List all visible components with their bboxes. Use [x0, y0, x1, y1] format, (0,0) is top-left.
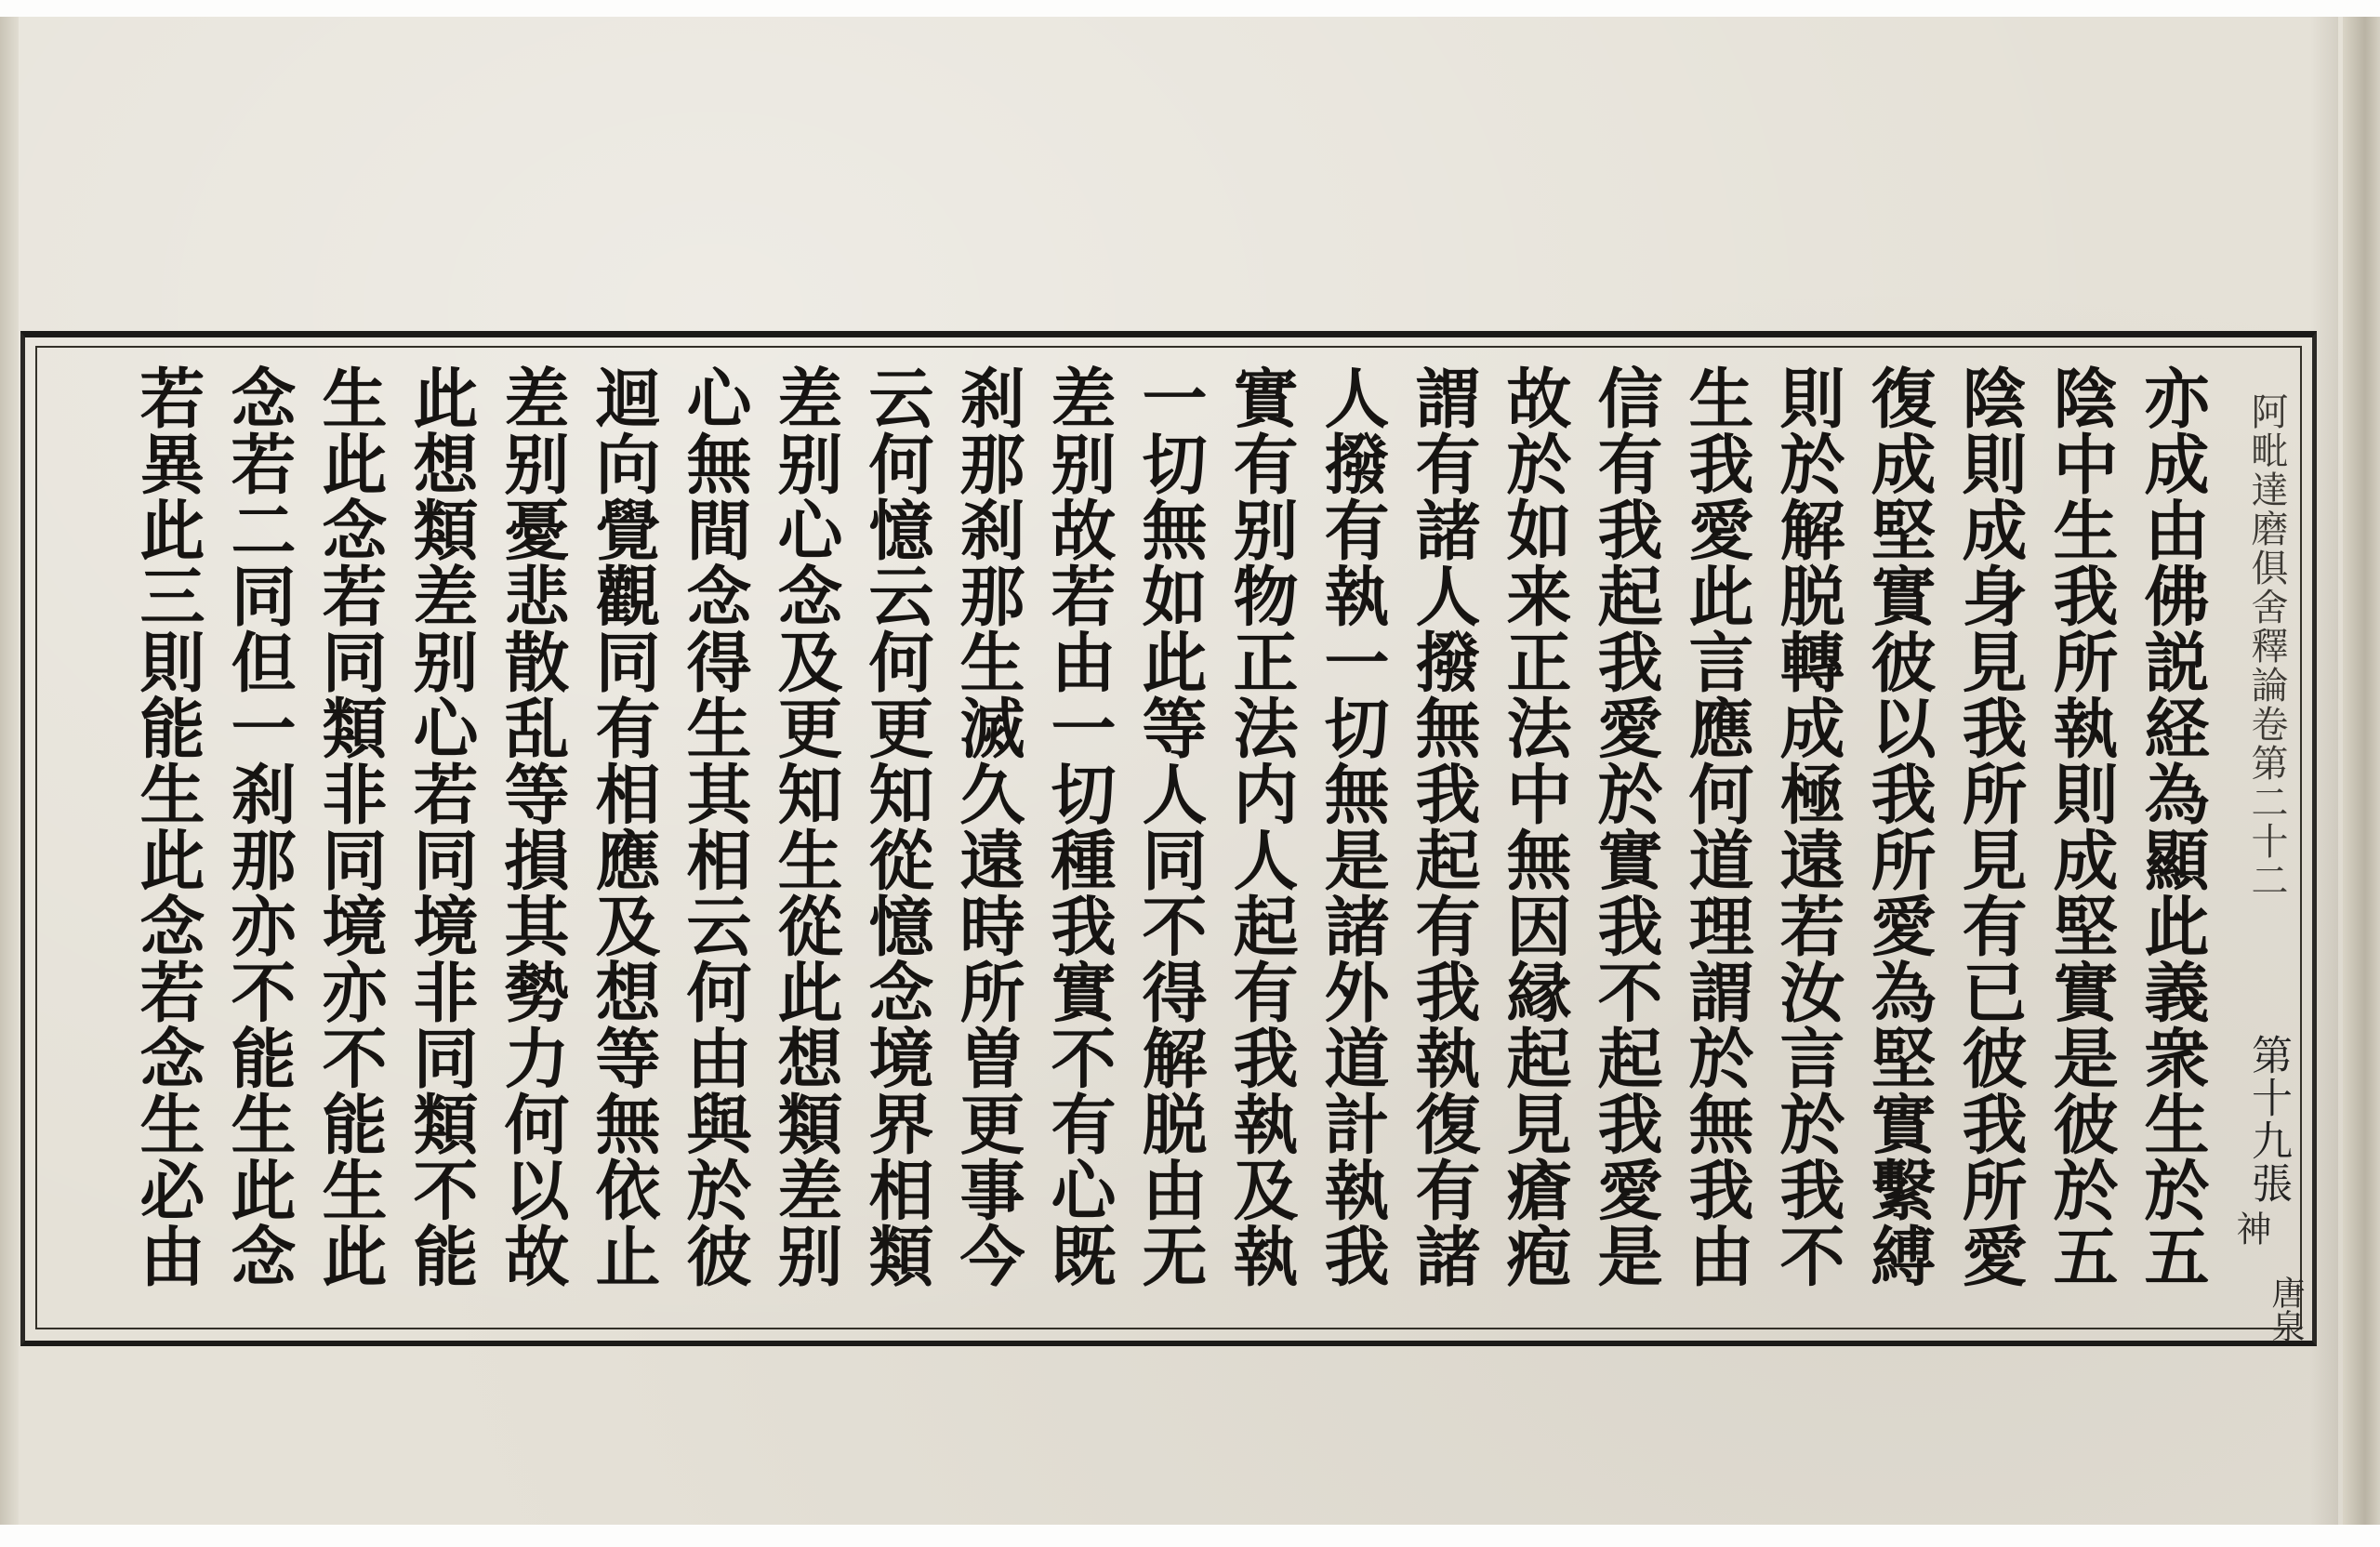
text-column: 一切無如此等人同不得解脱由无 — [1131, 364, 1209, 1289]
margin-title: 阿毗達磨俱舍釋論卷第二十二 — [2245, 392, 2288, 900]
text-column: 差别故若由一切種我實不有心既 — [1040, 364, 1117, 1289]
text-column: 人撥有執一切無是諸外道計執我 — [1314, 364, 1391, 1289]
carver-name: 唐泉 — [2267, 1276, 2305, 1342]
text-column: 云何憶云何更知從憶念境界相類 — [858, 364, 935, 1289]
bottom-margin — [0, 1525, 2380, 1547]
right-page-edge — [2343, 17, 2380, 1525]
text-column: 迴向覺觀同有相應及想等無依止 — [585, 364, 662, 1289]
text-column: 念若二同但一刹那亦不能生此念 — [220, 364, 298, 1289]
text-column: 差别憂悲散乱等損其勢力何以故 — [494, 364, 571, 1289]
margin-gutter — [2229, 346, 2305, 1342]
text-column: 此想類差别心若同境非同類不能 — [403, 364, 480, 1289]
text-column: 亦成由佛説経為顯此義衆生於五 — [2134, 364, 2211, 1289]
text-column: 差别心念及更知生從此想類差别 — [767, 364, 844, 1289]
text-column: 陰則成身見我所見有已彼我所愛 — [1951, 364, 2029, 1289]
text-column: 實有别物正法内人起有我執及執 — [1223, 364, 1300, 1289]
text-column: 生此念若同類非同境亦不能生此 — [311, 364, 389, 1289]
left-page-edge — [0, 17, 19, 1525]
text-column: 陰中生我所執則成堅實是彼於五 — [2043, 364, 2120, 1289]
text-column: 若異此三則能生此念若念生必由 — [129, 364, 206, 1289]
text-column: 復成堅實彼以我所愛為堅實繫縛 — [1860, 364, 1937, 1289]
text-column: 生我愛此言應何道理謂於無我由 — [1678, 364, 1755, 1289]
text-column: 謂有諸人撥無我起有我執復有諸 — [1405, 364, 1482, 1289]
folio-number: 第十九張 — [2244, 1034, 2292, 1205]
top-margin — [0, 0, 2380, 17]
text-column: 則於解脱轉成極遠若汝言於我不 — [1769, 364, 1846, 1289]
text-column: 故於如来正法中無因縁起見瘡疱 — [1496, 364, 1573, 1289]
text-column: 信有我起我愛於實我不起我愛是 — [1587, 364, 1664, 1289]
text-block — [37, 344, 2250, 1329]
carver-mark: 神 — [2230, 1210, 2271, 1246]
text-column: 刹那刹那生滅久遠時所曽更事今 — [949, 364, 1026, 1289]
text-column: 心無間念得生其相云何由與於彼 — [676, 364, 753, 1289]
